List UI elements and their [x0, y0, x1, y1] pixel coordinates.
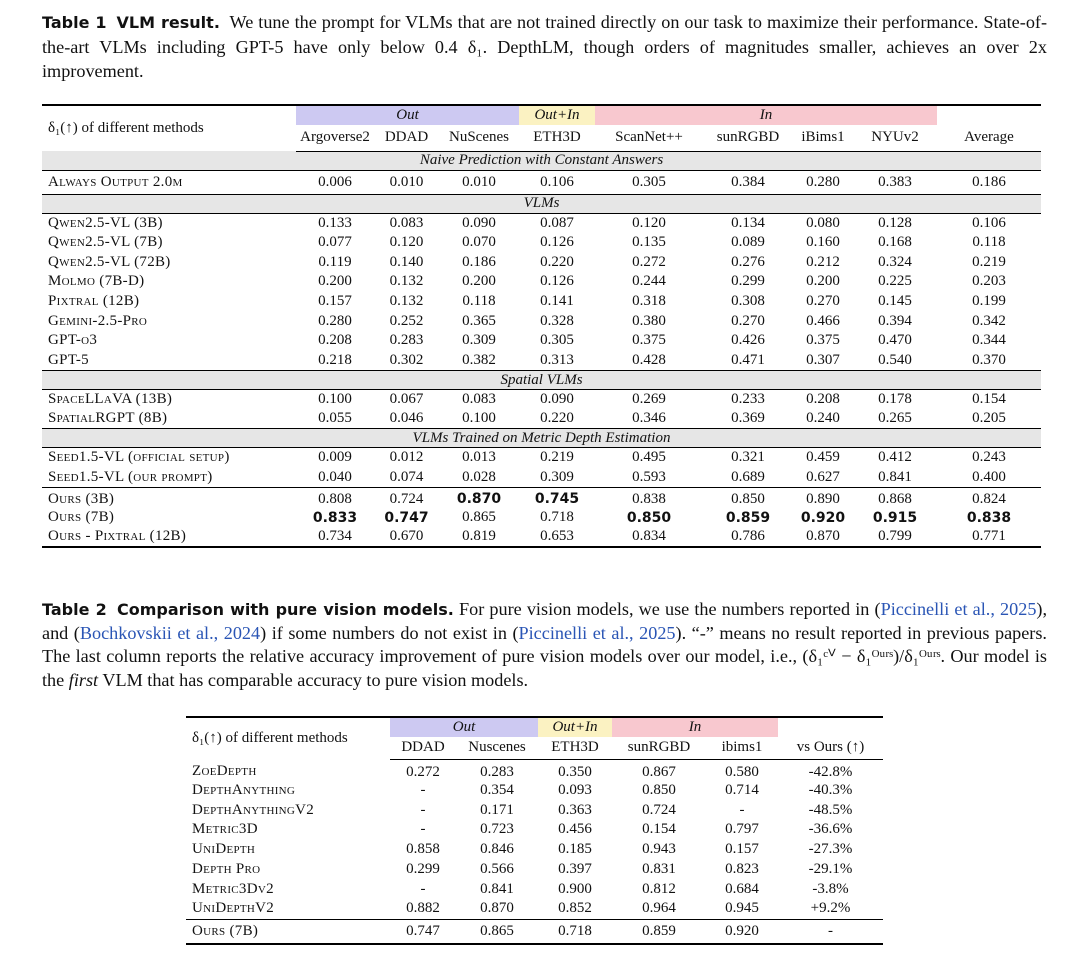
table1-cell: 0.834: [595, 527, 703, 547]
table2-column-header: Nuscenes: [456, 737, 538, 759]
table1-cell: 0.771: [937, 527, 1041, 547]
table1: [42, 104, 1041, 548]
table2-caption-text-5: VLM that has comparable accuracy to pure vision models.: [98, 669, 529, 690]
table1-cell: 0.134: [731, 214, 765, 231]
table1-cell: 0.824: [937, 487, 1041, 508]
table1-cell: 0.344: [972, 332, 1006, 349]
table1-method-name: Always Output 2.0m: [48, 173, 183, 190]
table1-group-out: Out: [296, 105, 519, 125]
table1-cell: 0.006: [318, 173, 352, 190]
table1-cell: 0.747: [384, 509, 429, 526]
table1-row: [42, 213, 1041, 233]
table1-cell: 0.369: [731, 410, 765, 427]
table2-cell: 0.945: [725, 900, 759, 917]
table1-cell: 0.220: [540, 410, 574, 427]
table1-cell: 0.272: [632, 253, 666, 270]
table2-cell: 0.841: [480, 880, 514, 897]
table1-cell: 0.252: [389, 312, 424, 329]
table2-caption-title: Comparison with pure vision models.: [117, 600, 454, 619]
table1-cell: 0.305: [632, 173, 666, 190]
table2-caption: [42, 598, 1047, 692]
table1-cell: 0.470: [878, 332, 912, 349]
table1-cell: 0.689: [731, 468, 765, 485]
table1-section-title: Naive Prediction with Constant Answers: [42, 151, 1041, 170]
table2-caption-text-4: ). “-” means no result reported in previous papers. The last column reports the relative accuracy improvement of pure vision models over our model, i.e., (δ₁ᶜⱽ − δ₁ᴼᵘʳˢ)/δ₁ᴼᵘʳˢ. Our model is the: [42, 622, 1047, 690]
table1-cell: 0.870: [793, 527, 853, 547]
table1-caption-title: VLM result.: [116, 13, 220, 32]
table1-cell: 0.010: [462, 173, 496, 190]
table1-cell: 0.270: [806, 293, 840, 310]
table2-method-name: DepthAnything: [192, 781, 296, 798]
table1-row: [42, 409, 1041, 429]
table2-method-name: Metric3D: [192, 821, 258, 838]
table1-cell: 0.106: [540, 173, 574, 190]
table1-cell: 0.010: [389, 173, 424, 190]
table2-column-header: ETH3D: [538, 737, 612, 759]
table1-cell: 0.308: [731, 293, 765, 310]
table1-cell: 0.412: [878, 449, 912, 466]
table1-method-name: Gemini-2.5-Pro: [48, 312, 148, 329]
table1-cell: 0.920: [800, 509, 846, 526]
table1-column-header: NuScenes: [439, 125, 519, 151]
citation-link[interactable]: Bochkovskii et al., 2024: [79, 622, 261, 643]
table2-group-out: Out: [390, 717, 538, 737]
table1-cell: 0.040: [318, 468, 352, 485]
table2-cell: -27.3%: [808, 841, 853, 858]
table1-cell: 0.077: [318, 234, 352, 251]
citation-link[interactable]: Piccinelli et al., 2025: [518, 622, 676, 643]
table2-column-header: ibims1: [706, 737, 778, 759]
table1-cell: 0.219: [972, 253, 1006, 270]
table2-cell: 0.846: [480, 841, 514, 858]
table1-method-name: Seed1.5-VL (official setup): [48, 449, 230, 466]
citation-link[interactable]: Piccinelli et al., 2025: [880, 599, 1037, 619]
table1-row: [42, 331, 1041, 351]
table1-cell: 0.838: [966, 509, 1012, 526]
table1-cell: 0.200: [462, 273, 496, 290]
table2-cell: 0.852: [558, 900, 592, 917]
table2-column-header: vs Ours (↑): [778, 737, 883, 759]
table1-cell: 0.186: [462, 253, 496, 270]
table1-cell: 0.090: [462, 214, 496, 231]
table1-cell: 0.459: [806, 449, 840, 466]
table2-cell: 0.859: [612, 919, 706, 944]
table2-caption-emphasis: first: [68, 669, 99, 690]
table2-cell: 0.299: [406, 861, 440, 878]
table1-method-name: Qwen2.5-VL (3B): [48, 214, 163, 231]
table1-cell: 0.089: [731, 234, 765, 251]
table2-cell: 0.865: [456, 919, 538, 944]
table1-cell: 0.865: [462, 509, 496, 526]
table1-cell: 0.276: [731, 253, 765, 270]
table1-cell: 0.745: [519, 487, 595, 508]
table1-cell: 0.119: [318, 253, 352, 270]
table1-cell: 0.270: [731, 312, 765, 329]
table1-cell: 0.540: [878, 351, 912, 368]
table2-cell: 0.350: [558, 763, 592, 780]
table1-row: [42, 272, 1041, 292]
table2-cell: 0.867: [642, 763, 676, 780]
table1-cell: 0.868: [853, 487, 937, 508]
table1-cell: 0.670: [374, 527, 439, 547]
table1-cell: 0.208: [318, 332, 352, 349]
table1-cell: 0.126: [540, 234, 574, 251]
table2-cell: 0.724: [642, 801, 676, 818]
table1-cell: 0.841: [878, 468, 912, 485]
table1-cell: 0.212: [806, 253, 840, 270]
table1-cell: 0.133: [318, 214, 352, 231]
table1-cell: 0.859: [725, 509, 771, 526]
table2-cell: 0.858: [406, 841, 440, 858]
table1-cell: 0.400: [972, 468, 1006, 485]
table1-cell: 0.009: [318, 449, 352, 466]
table1-cell: 0.128: [878, 214, 912, 231]
table2-method-name: Metric3Dv2: [192, 880, 274, 897]
table2-cell: 0.397: [558, 861, 592, 878]
table1-cell: 0.365: [462, 312, 496, 329]
table2-cell: 0.831: [642, 861, 676, 878]
table2-cell: -: [420, 880, 426, 897]
table2-cell: 0.870: [480, 900, 514, 917]
table1-cell: 0.850: [703, 487, 793, 508]
table1-row: [42, 311, 1041, 331]
table1-cell: 0.280: [806, 173, 840, 190]
table1-column-header: sunRGBD: [703, 125, 793, 151]
table1-ours-row: [42, 487, 1041, 508]
table2-column-header: sunRGBD: [612, 737, 706, 759]
table1-cell: 0.135: [632, 234, 666, 251]
table1-cell: 0.380: [632, 312, 666, 329]
table1-cell: 0.786: [703, 527, 793, 547]
table2-cell: 0.714: [725, 781, 759, 798]
table1-cell: 0.375: [806, 332, 840, 349]
table1-column-header: Average: [937, 125, 1041, 151]
table1-cell: 0.106: [972, 214, 1006, 231]
table2-row: [186, 860, 883, 880]
table1-cell: 0.870: [439, 487, 519, 508]
table2-method-name: Depth Pro: [192, 861, 261, 878]
table1-cell: 0.627: [806, 468, 840, 485]
table1-cell: 0.328: [540, 312, 574, 329]
table2-cell: 0.171: [480, 801, 514, 818]
table2-row: [186, 781, 883, 801]
table1-cell: 0.208: [806, 391, 840, 408]
table1-cell: 0.244: [632, 273, 666, 290]
table1-cell: 0.309: [462, 332, 496, 349]
table2-caption-text-3: ) if some numbers do not exist in (: [260, 622, 519, 643]
table1-cell: 0.219: [540, 449, 574, 466]
table1-cell: 0.299: [731, 273, 765, 290]
table2-method-name: ZoeDepth: [192, 763, 257, 780]
table1-ours-row: [42, 527, 1041, 547]
table2-cell: 0.154: [642, 821, 676, 838]
table1-label: Table 1: [42, 13, 107, 32]
table2-cell: -3.8%: [812, 880, 849, 897]
table1-cell: 0.309: [540, 468, 574, 485]
table2-caption-text-1: For pure vision models, we use the numbers reported in (: [458, 599, 881, 619]
table1-column-header: iBims1: [793, 125, 853, 151]
table1-cell: 0.240: [806, 410, 840, 427]
table1-cell: 0.168: [878, 234, 912, 251]
table1-cell: 0.233: [731, 391, 765, 408]
table1-cell: 0.028: [462, 468, 496, 485]
table2-row: [186, 800, 883, 820]
table1-cell: 0.200: [806, 273, 840, 290]
table2-cell: 0.684: [725, 880, 759, 897]
table2-cell: 0.093: [558, 781, 592, 798]
table2-cell: 0.797: [725, 821, 759, 838]
table2-cell: -48.5%: [808, 801, 853, 818]
table2-cell: 0.718: [538, 919, 612, 944]
table2-cell: 0.283: [480, 763, 514, 780]
table2-label: Table 2: [42, 600, 107, 619]
table1-method-name: Qwen2.5-VL (72B): [48, 253, 171, 270]
table2-cell: -36.6%: [808, 821, 853, 838]
table2-corner-header: δ₁(↑) of different methods: [186, 717, 390, 759]
table2-method-name: UniDepthV2: [192, 900, 275, 917]
table1-method-name: SpaceLLaVA (13B): [48, 391, 173, 408]
table1-cell: 0.154: [972, 391, 1006, 408]
table1-cell: 0.090: [540, 391, 574, 408]
table2-row: [186, 899, 883, 919]
table1-cell: 0.346: [632, 410, 666, 427]
table1-column-header: Argoverse2: [296, 125, 374, 151]
table2-cell: 0.566: [480, 861, 514, 878]
table1-cell: 0.200: [318, 273, 352, 290]
table1-row: [42, 292, 1041, 312]
table1-cell: 0.833: [312, 509, 358, 526]
table2-group-outin: Out+In: [538, 717, 612, 737]
table1-cell: 0.718: [540, 509, 574, 526]
table1-cell: 0.220: [540, 253, 574, 270]
table2-cell: 0.456: [558, 821, 592, 838]
table1-cell: 0.313: [540, 351, 574, 368]
table2-cell: -: [420, 821, 426, 838]
table1-cell: 0.915: [872, 509, 918, 526]
table2-cell: 0.363: [558, 801, 592, 818]
table2-method-name: Ours (7B): [186, 919, 390, 944]
table2-cell: 0.747: [390, 919, 456, 944]
table1-method-name: Molmo (7B-D): [48, 273, 145, 290]
table1-section-row: [42, 371, 1041, 390]
table1-cell: 0.838: [595, 487, 703, 508]
table1-cell: 0.100: [318, 391, 352, 408]
table1-caption-text: We tune the prompt for VLMs that are not trained directly on our task to maximize their performance. State-of-the-art VLMs including GPT-5 have only below 0.4 δ₁. DepthLM, though orders of magnitudes smaller, achieves an over 2x improvement.: [42, 12, 1048, 81]
table1-row: [42, 390, 1041, 410]
table1-section-row: [42, 194, 1041, 213]
table1-cell: 0.426: [731, 332, 765, 349]
table1-cell: 0.724: [374, 487, 439, 508]
table1-cell: 0.067: [389, 391, 424, 408]
table1-cell: 0.653: [519, 527, 595, 547]
table2-cell: -: [420, 801, 426, 818]
table1-cell: 0.466: [806, 312, 840, 329]
table2-cell: 0.723: [480, 821, 514, 838]
table1-section-title: VLMs Trained on Metric Depth Estimation: [42, 429, 1041, 448]
table1-cell: 0.318: [632, 293, 666, 310]
table1-cell: 0.132: [389, 273, 424, 290]
table1-cell: 0.087: [540, 214, 574, 231]
table1-cell: 0.734: [296, 527, 374, 547]
table2: [186, 716, 883, 945]
table1-cell: 0.157: [318, 293, 352, 310]
table1-column-header: NYUv2: [853, 125, 937, 151]
table1-cell: 0.808: [296, 487, 374, 508]
table1-group-outin: Out+In: [519, 105, 595, 125]
table1-cell: 0.126: [540, 273, 574, 290]
table1-cell: 0.302: [389, 351, 424, 368]
table2-cell: 0.812: [642, 880, 676, 897]
table2-cell: 0.882: [406, 900, 440, 917]
table1-method-name: Qwen2.5-VL (7B): [48, 234, 163, 251]
table2-row: [186, 879, 883, 899]
table1-cell: 0.243: [972, 449, 1006, 466]
table2-cell: -29.1%: [808, 861, 853, 878]
table2-cell: 0.943: [642, 841, 676, 858]
table1-cell: 0.120: [389, 234, 424, 251]
table1-cell: 0.186: [972, 173, 1006, 190]
table1-cell: 0.375: [632, 332, 666, 349]
table1-row: [42, 468, 1041, 488]
table2-cell: -42.8%: [808, 763, 853, 780]
table1-cell: 0.305: [540, 332, 574, 349]
table2-cell: -: [778, 919, 883, 944]
table1-method-name: SpatialRGPT (8B): [48, 410, 168, 427]
table1-cell: 0.593: [632, 468, 666, 485]
table1-cell: 0.225: [878, 273, 912, 290]
table2-cell: 0.354: [480, 781, 514, 798]
table2-method-name: UniDepth: [192, 841, 256, 858]
table2-group-in: In: [612, 717, 778, 737]
table1-section-row: [42, 429, 1041, 448]
table2-row: [186, 759, 883, 781]
table1-cell: 0.321: [731, 449, 765, 466]
table2-ours-row: [186, 919, 883, 944]
table1-cell: 0.012: [389, 449, 424, 466]
table2-cell: 0.185: [558, 841, 592, 858]
table1-section-title: VLMs: [42, 194, 1041, 213]
table1-ours-row: [42, 508, 1041, 528]
table1-cell: 0.265: [878, 410, 912, 427]
table1-cell: 0.890: [793, 487, 853, 508]
table1-cell: 0.080: [806, 214, 840, 231]
table1-row: [42, 351, 1041, 371]
table1-method-name: Seed1.5-VL (our prompt): [48, 468, 213, 485]
table1-cell: 0.083: [462, 391, 496, 408]
table1-cell: 0.819: [439, 527, 519, 547]
table1-cell: 0.495: [632, 449, 666, 466]
table1-cell: 0.118: [462, 293, 496, 310]
table2-cell: 0.272: [406, 763, 440, 780]
table1-corner-header: δ₁(↑) of different methods: [42, 105, 296, 151]
table1-section-row: [42, 151, 1041, 170]
table1-row: [42, 233, 1041, 253]
table1-method-name: Ours (3B): [42, 487, 296, 508]
table1-cell: 0.145: [878, 293, 912, 310]
table1-cell: 0.203: [972, 273, 1006, 290]
table1-cell: 0.074: [389, 468, 424, 485]
table1-cell: 0.307: [806, 351, 840, 368]
table1-method-name: Ours - Pixtral (12B): [42, 527, 296, 547]
table2-cell: 0.823: [725, 861, 759, 878]
table2-cell: 0.157: [725, 841, 759, 858]
table1-cell: 0.324: [878, 253, 912, 270]
table2-row: [186, 840, 883, 860]
table1-cell: 0.383: [878, 173, 912, 190]
table1-cell: 0.428: [632, 351, 666, 368]
table1-caption: [42, 10, 1047, 83]
table1-cell: 0.046: [389, 410, 424, 427]
table1-cell: 0.118: [972, 234, 1006, 251]
table1-cell: 0.070: [462, 234, 496, 251]
table1-method-name: Ours (7B): [48, 509, 115, 526]
table1-row: [42, 170, 1041, 194]
table2-cell: 0.920: [706, 919, 778, 944]
table1-method-name: GPT-5: [48, 351, 89, 368]
table1-cell: 0.100: [462, 410, 496, 427]
table1-cell: 0.120: [632, 214, 666, 231]
table1-cell: 0.394: [878, 312, 912, 329]
table1-cell: 0.218: [318, 351, 352, 368]
table1-cell: 0.342: [972, 312, 1006, 329]
table2-cell: 0.964: [642, 900, 676, 917]
table1-method-name: GPT-o3: [48, 332, 98, 349]
table2-cell: 0.580: [725, 763, 759, 780]
table1-cell: 0.141: [540, 293, 574, 310]
table1-cell: 0.384: [731, 173, 765, 190]
table1-cell: 0.199: [972, 293, 1006, 310]
table1-cell: 0.283: [389, 332, 424, 349]
table1-column-header: ETH3D: [519, 125, 595, 151]
table1-group-in: In: [595, 105, 937, 125]
table1-cell: 0.850: [626, 509, 672, 526]
table2-cell: +9.2%: [810, 900, 851, 917]
table2-cell: -40.3%: [808, 781, 853, 798]
table2-column-header: DDAD: [390, 737, 456, 759]
table1-cell: 0.471: [731, 351, 765, 368]
table2-cell: -: [420, 781, 426, 798]
table1-cell: 0.799: [853, 527, 937, 547]
table1-cell: 0.370: [972, 351, 1006, 368]
table1-cell: 0.013: [462, 449, 496, 466]
table1-row: [42, 448, 1041, 468]
table2-cell: -: [739, 801, 745, 818]
table1-cell: 0.178: [878, 391, 912, 408]
table1-cell: 0.280: [318, 312, 352, 329]
table2-caption-text-2: ), and (: [42, 599, 1048, 643]
table1-cell: 0.055: [318, 410, 352, 427]
table1-cell: 0.382: [462, 351, 496, 368]
table1-cell: 0.269: [632, 391, 666, 408]
table1-cell: 0.132: [389, 293, 424, 310]
table2-method-name: DepthAnythingV2: [192, 801, 315, 818]
table1-method-name: Pixtral (12B): [48, 293, 140, 310]
table1-cell: 0.205: [972, 410, 1006, 427]
table1-cell: 0.140: [389, 253, 424, 270]
table1-cell: 0.160: [806, 234, 840, 251]
table1-cell: 0.083: [389, 214, 424, 231]
table2-cell: 0.850: [642, 781, 676, 798]
table1-section-title: Spatial VLMs: [42, 371, 1041, 390]
table1-column-header: DDAD: [374, 125, 439, 151]
table1-column-header: ScanNet++: [595, 125, 703, 151]
table2-row: [186, 820, 883, 840]
table2-cell: 0.900: [558, 880, 592, 897]
table1-row: [42, 252, 1041, 272]
